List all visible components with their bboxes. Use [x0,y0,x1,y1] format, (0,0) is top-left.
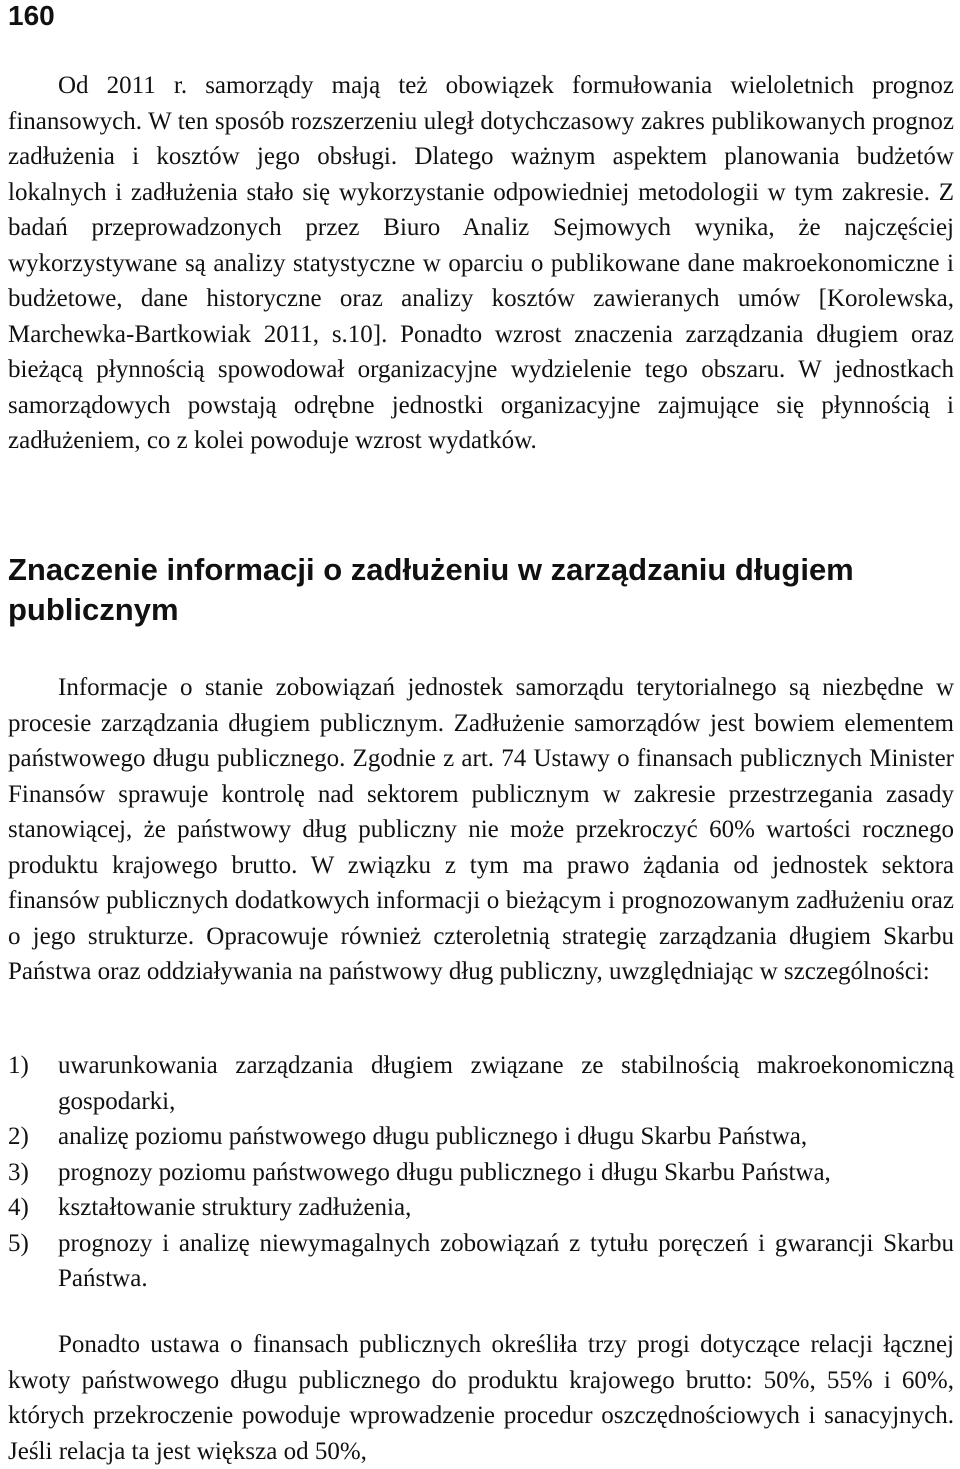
list-item [8,1226,954,1297]
section-heading: Znaczenie informacji o zadłużeniu w zarządzaniu długiem publicznym [8,552,854,627]
list-item-number: 3) [8,1158,29,1186]
list-item-number: 1) [8,1052,29,1079]
list-item-text: prognozy i analizę niewymagalnych zobowiązań z tytułu poręczeń i gwarancji Skarbu Państwa. [58,1229,954,1292]
paragraph-thresholds: Ponadto ustawa o finansach publicznych określiła trzy progi dotyczące relacji łącznej kwoty państwowego długu publicznego do produktu krajowego brutto: 50%, 55% i 60%, których przekroczenie powoduje wprowadzenie procedur oszczędnościowych i sanacyjnych. Jeśli relacja ta jest większa od 50%, [8,1331,954,1465]
list-item-number: 2) [8,1123,29,1150]
list-item-text: analizę poziomu państwowego długu publicznego i długu Skarbu Państwa, [58,1123,808,1150]
list-item-text: uwarunkowania zarządzania długiem związane ze stabilnością makroekonomiczną gospodarki, [58,1052,954,1115]
paragraph-debt-info: Informacje o stanie zobowiązań jednostek samorządu terytorialnego są niezbędne w procesie zarządzania długiem publicznym. Zadłużenie samorządów jest bowiem elementem państwowego długu publicznego. Zgodnie z art. 74 Ustawy o finansach publicznych Minister Finansów sprawuje kontrolę nad sektorem publicznym w zakresie przestrzegania zasady stanowiącej, że państwowy dług publiczny nie może przekroczyć 60% wartości rocznego produktu krajowego brutto. W związku z tym ma prawo żądania od jednostek sektora finansów publicznych dodatkowych informacji o bieżącym i prognozowanym zadłużeniu oraz o jego strukturze. Opracowuje również czteroletnią strategię zarządzania długiem Skarbu Państwa oraz oddziaływania na państwowy dług publiczny, uwzględniając w szczególności: [8,674,954,985]
list-item-text: kształtowanie struktury zadłużenia, [58,1194,412,1221]
paragraph-intro: Od 2011 r. samorządy mają też obowiązek formułowania wieloletnich prognoz finansowych. W ten sposób rozszerzeniu uległ dotychczasowy zakres publikowanych prognoz zadłużenia i kosztów jego obsługi. Dlatego ważnym aspektem planowania budżetów lokalnych i zadłużenia stało się wykorzystanie odpowiedniej metodologii w tym zakresie. Z badań przeprowadzonych przez Biuro Analiz Sejmowych wynika, że najczęściej wykorzystywane są analizy statystyczne w oparciu o publikowane dane makroekonomiczne i budżetowe, dane historyczne oraz analizy kosztów zawieranych umów [Korolewska, Marchewka-Bartkowiak 2011, s.10]. Ponadto wzrost znaczenia zarządzania długiem oraz bieżącą płynnością spowodował organizacyjne wydzielenie tego obszaru. W jednostkach samorządowych powstają odrębne jednostki organizacyjne zajmujące się płynnością i zadłużeniem, co z kolei powoduje wzrost wydatków. [8,72,954,454]
strategy-list [8,1048,954,1297]
list-item [8,1119,954,1155]
list-item-number: 5) [8,1229,29,1257]
list-item-number: 4) [8,1194,29,1221]
list-item-text: prognozy poziomu państwowego długu publicznego i długu Skarbu Państwa, [58,1158,831,1186]
list-item [8,1048,954,1119]
list-item [8,1190,954,1226]
list-item [8,1155,954,1191]
page-number: 160 [8,0,55,31]
